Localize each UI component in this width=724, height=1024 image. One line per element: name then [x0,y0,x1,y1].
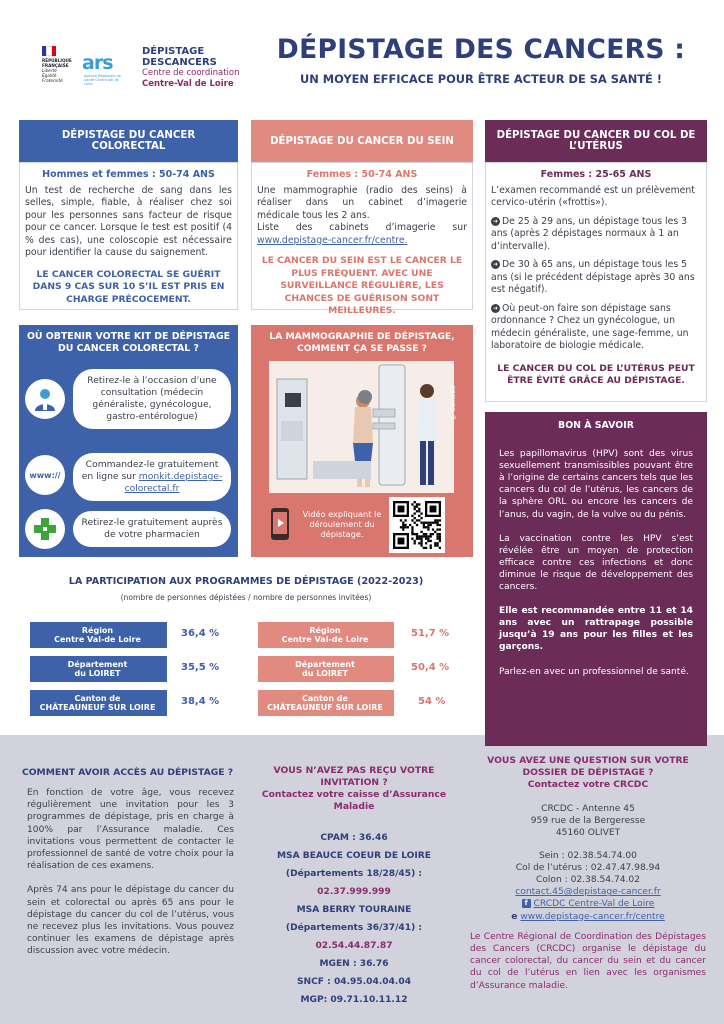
bon-title: BON À SAVOIR [558,420,634,431]
crcdc-email-link[interactable]: contact.45@depistage-cancer.fr [515,887,661,898]
bon-p3: Elle est recommandée entre 11 et 14 ans avec un rattrapage possible jusqu’à 19 ans pour les filles et les garçons. [499,606,693,653]
pharmacy-icon [25,509,65,549]
uterus-bullet [491,303,701,353]
crcdc-facebook-link[interactable]: CRCDC Centre-Val de Loire [533,899,655,910]
web-e-icon: e [511,911,518,922]
phone-video-icon [269,507,293,543]
footer-acces-column [22,767,234,958]
uterus-bullet-text: De 25 à 29 ans, un dépistage tous les 3 ans (après 2 dépistages normaux à 1 an d’intervalle). [491,215,688,252]
bon-p1: Les papillomavirus (HPV) sont des virus sexuellement transmissibles pouvant être à l’origine de certains cancers tels que les cancers du col de l’utérus, les cancers de la sphère ORL ou encore les cancers de l’anus, du vagin, de la vulve ou du pénis. [499,449,693,520]
uterus-heading: DÉPISTAGE DU CANCER DU COL DE L’UTÉRUS [485,120,707,162]
bon-p2: La vaccination contre les HPV s’est révélée être un moyen de protection efficace contre ces infections et donc diminue le risque de développement des cancers. [499,533,693,593]
monkit-link[interactable]: monkit.depistage-colorectal.fr [124,471,223,494]
kit-item-text: Retirez-le à l’occasion d’une consultation (médecin généraliste, gynécologue, gastro-entérologue) [73,369,231,429]
colorectal-info-box [19,162,238,310]
sein-list-link[interactable]: www.depistage-cancer.fr/centre. [257,234,408,246]
web-icon: www:// [25,455,65,495]
uterus-bullet-text: Où peut-on faire son dépistage sans ordonnance ? Chez un gynécologue, un médecin généraliste, une sage-femme, un laboratoire de biologie médicale. [491,302,689,351]
participation-sein-value: 54 % [418,696,446,707]
acces-p2: Après 74 ans pour le dépistage du cancer du sein et colorectal ou après 65 ans pour le dépistage du cancer du col de l’utérus, vous ne recevez plus les invitations. Vous pouvez continuer les examens de dépistage après discussion avec votre médecin. [27,885,234,957]
rf-line-1: RÉPUBLIQUE [42,58,72,63]
crcdc-web-link[interactable]: www.depistage-cancer.fr/centre [520,911,665,922]
participation-label-line-1: Canton de [74,693,121,703]
invitation-line: (Départements 36/37/41) : [285,923,423,933]
colorectal-body: Un test de recherche de sang dans les selles, simple, fiable, à réaliser chez soi pour les personnes sans facteur de risque pour ce cancer. Lorsque le test est positif (4 % des cas), une coloscopie est nécessaire pour identifier la cause du saignement. [25,184,232,258]
uterus-bullet-text: De 30 à 65 ans, un dépistage tous les 5 ans (si le précédent dépistage après 30 ans est négatif). [491,259,695,295]
crcdc-address: 959 rue de la Bergeresse [530,816,646,827]
page-title: DÉPISTAGE DES CANCERS : [276,34,686,65]
participation-label-line-1: Région [309,625,341,635]
facebook-icon: f [522,899,531,908]
invitation-line: MSA BEAUCE COEUR DE LOIRE [276,851,432,861]
invitation-line: MSA BERRY TOURAINE [296,905,412,915]
arrow-right-icon: ➜ [492,261,499,268]
uterus-age: Femmes : 25-65 ANS [540,169,652,180]
participation-label-line-1: Canton de [302,693,348,703]
participation-sein-label [258,690,394,716]
crcdc-note: Le Centre Régional de Coordination des Dépistages des Cancers (CRCDC) organise le dépistage du cancer colorectal, du cancer du sein et du cancer du col de l’utérus en lien avec les organismes d’Assurance maladie. [470,931,706,991]
qr-code[interactable] [389,497,445,553]
participation-sein-value: 51,7 % [411,628,450,639]
bon-p4: Parlez-en avec un professionnel de santé. [499,666,689,677]
crcdc-phone: Col de l’utérus : 02.47.47.98.94 [515,862,661,873]
ars-logo-subtitle: Agence Régionale de Santé Centre-Val de Loire [84,74,121,86]
invitation-line: MGP: 09.71.10.11.12 [300,995,408,1005]
participation-sein-label [258,622,394,648]
depistage-logo-line-1: DÉPISTAGE [142,46,205,57]
participation-label-line-1: Département [67,659,128,669]
footer-invitation-column [254,765,454,1009]
rf-line-5: Fraternité [42,78,63,83]
crcdc-facebook[interactable] [470,898,706,910]
participation-label-line-1: Région [81,625,114,635]
sein-age: Femmes : 50-74 ANS [306,169,418,180]
sein-list-prefix: Liste des cabinets d’imagerie sur [257,222,467,233]
invitation-phone: 02.54.44.87.87 [315,941,393,951]
invitation-heading: VOUS N’AVEZ PAS REÇU VOTRE INVITATION ? [273,765,435,788]
participation-colorectal-value: 38,4 % [181,696,220,707]
uterus-conclusion: LE CANCER DU COL DE L’UTÉRUS PEUT ÊTRE ÉVITÉ GRÂCE AU DÉPISTAGE. [497,362,695,386]
participation-label-line-2: Centre Val-de Loire [281,635,369,644]
rf-line-2: FRANÇAISE [42,63,69,68]
rf-line-3: Liberté [42,68,57,73]
participation-label-line-2: CHÂTEAUNEUF SUR LOIRE [267,703,383,712]
crcdc-heading: VOUS AVEZ UNE QUESTION SUR VOTRE DOSSIER DE DÉPISTAGE ? [487,755,689,778]
kit-item-text: Retirez-le gratuitement auprès de votre pharmacien [73,511,231,547]
participation-label-line-2: du LOIRET [74,669,121,678]
participation-colorectal-label [30,622,167,648]
invitation-line: SNCF : 04.95.04.04.04 [296,977,412,987]
participation-colorectal-value: 35,5 % [181,662,220,673]
french-flag-icon [42,46,56,56]
arrow-right-icon: ➜ [492,304,499,312]
colorectal-age: Hommes et femmes : 50-74 ANS [42,169,215,180]
invitation-line: MGEN : 36.76 [319,959,389,969]
participation-label-line-1: Département [295,659,355,669]
page-subtitle: UN MOYEN EFFICACE POUR ÊTRE ACTEUR DE SA SANTÉ ! [300,72,662,86]
kit-title: OÙ OBTENIR VOTRE KIT DE DÉPISTAGE DU CANCER COLORECTAL ? [26,331,231,354]
participation-label-line-2: Centre Val-de Loire [54,635,141,644]
mammography-illustration [269,361,454,493]
crcdc-web[interactable] [470,911,706,923]
crcdc-phone: Colon : 02.38.54.74.02 [535,875,641,886]
participation-label-line-2: CHÂTEAUNEUF SUR LOIRE [39,703,156,712]
colorectal-conclusion: LE CANCER COLORECTAL SE GUÉRIT DANS 9 CAS SUR 10 S’IL EST PRIS EN CHARGE PRÉCOCEMENT. [32,268,225,305]
participation-colorectal-label [30,656,167,682]
invitation-line: (Départements 18/28/45) : [285,869,423,879]
participation-title: LA PARTICIPATION AUX PROGRAMMES DE DÉPISTAGE (2022-2023) [68,576,424,587]
colorectal-heading: DÉPISTAGE DU CANCER COLORECTAL [19,120,238,162]
participation-sein-label [258,656,394,682]
bon-a-savoir-box [485,412,707,746]
crcdc-address: CRCDC - Antenne 45 [541,804,635,814]
depistage-logo-line-4: Centre-Val de Loire [142,79,234,89]
crcdc-address: 45160 OLIVET [555,828,621,839]
depistage-logo [142,46,240,90]
participation-subtitle: (nombre de personnes dépistées / nombre de personnes invitées) [120,593,372,602]
acces-p1: En fonction de votre âge, vous recevez régulièrement une invitation pour les 3 programmes de dépistage, pris en charge à 100% par l’Assurance maladie. Ces invitations vous permettent de contacter le professionnel de santé de votre choix pour la réalisation de ces examens. [27,788,234,872]
copyright-santebd: © SantéBD [450,385,457,420]
kit-item-online [25,453,231,497]
kit-online-prefix: Commandez-le gratuitement en ligne sur [81,459,219,482]
uterus-bullet [491,216,701,254]
uterus-bullet [491,259,701,297]
kit-item-pharmacy [25,511,231,547]
mammo-title: LA MAMMOGRAPHIE DE DÉPISTAGE, COMMENT ÇA SE PASSE ? [269,331,455,354]
video-caption: Vidéo expliquant le déroulement du dépistage. [302,509,382,539]
kit-item-text [73,453,231,501]
depistage-logo-line-3: Centre de coordination [142,68,240,78]
sein-info-box [251,162,473,316]
invitation-sub: Contactez votre caisse d’Assurance Maladie [261,789,447,812]
kit-box [19,325,238,557]
republique-francaise-logo [42,46,76,83]
doctor-icon [25,379,65,419]
footer-crcdc-column [470,755,706,992]
participation-colorectal-label [30,690,167,716]
footer [0,735,724,1024]
depistage-logo-line-2: DESCANCERS [142,57,217,68]
acces-heading: COMMENT AVOIR ACCÈS AU DÉPISTAGE ? [22,767,234,778]
sein-conclusion: LE CANCER DU SEIN EST LE CANCER LE PLUS FRÉQUENT. AVEC UNE SURVEILLANCE RÉGULIÈRE, LES CHANCES DE GUÉRISON SONT MEILLEURES. [261,255,463,316]
crcdc-sub: Contactez votre CRCDC [527,779,649,790]
invitation-line: CPAM : 36.46 [320,833,388,843]
uterus-intro: L’examen recommandé est un prélèvement cervico-utérin («frottis»). [491,184,695,208]
sein-heading: DÉPISTAGE DU CANCER DU SEIN [251,120,473,162]
invitation-phone: 02.37.999.999 [317,887,391,897]
sein-body: Une mammographie (radio des seins) à réaliser dans un cabinet d’imagerie médicale tous les 2 ans. [257,184,467,221]
ars-logo: ars [82,52,113,74]
mammographie-box [251,325,473,557]
rf-line-4: Égalité [42,73,57,78]
crcdc-phone: Sein : 02.38.54.74.00 [539,850,637,861]
sein-list [257,222,467,247]
participation-colorectal-value: 36,4 % [181,628,220,639]
participation-label-line-2: du LOIRET [302,669,348,678]
kit-item-consultation [25,369,231,429]
arrow-right-icon: ➜ [492,217,499,225]
uterus-info-box [485,162,707,402]
participation-sein-value: 50,4 % [411,662,450,673]
